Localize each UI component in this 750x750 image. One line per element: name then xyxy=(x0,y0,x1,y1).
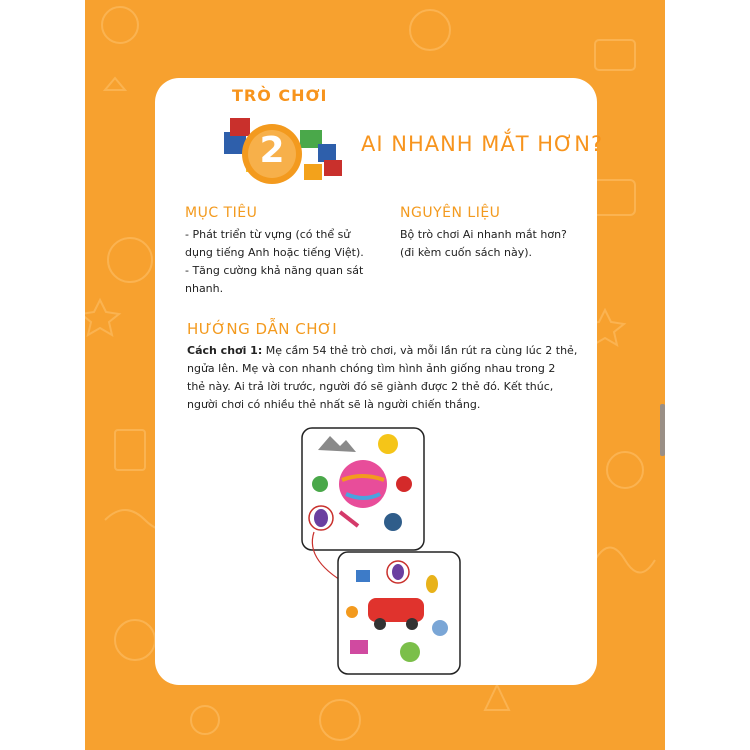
instructions-text xyxy=(187,342,577,414)
ball-icon xyxy=(339,460,387,508)
instructions-line: thẻ này. Ai trả lời trước, người đó sẽ giành được 2 thẻ đó. Kết thúc, xyxy=(187,380,554,393)
materials-text xyxy=(400,226,567,262)
vegetable-icon xyxy=(400,642,420,662)
strawberry-icon xyxy=(396,476,412,492)
badge-title: TRÒ CHƠI xyxy=(232,86,328,105)
elephant-icon xyxy=(432,620,448,636)
materials-line: (đi kèm cuốn sách này). xyxy=(400,246,532,259)
objective-text xyxy=(185,226,364,298)
objective-line: nhanh. xyxy=(185,282,224,295)
instructions-line: người chơi có nhiều thẻ nhất sẽ là người chiến thắng. xyxy=(187,398,481,411)
eggplant-icon-2 xyxy=(392,564,404,580)
materials-title: NGUYÊN LIỆU xyxy=(400,205,501,221)
objective-line: dụng tiếng Anh hoặc tiếng Việt). xyxy=(185,246,364,259)
lemon-icon xyxy=(346,606,358,618)
card-illustration xyxy=(290,420,470,680)
puzzle-badge-icon xyxy=(220,110,360,195)
car-icon xyxy=(368,598,424,622)
chest-icon xyxy=(350,640,368,654)
eggplant-icon xyxy=(314,509,328,527)
objective-line: - Phát triển từ vựng (có thể sử xyxy=(185,228,351,241)
instructions-line: ngửa lên. Mẹ và con nhanh chóng tìm hình ảnh giống nhau trong 2 xyxy=(187,362,556,375)
instructions-line: Mẹ cầm 54 thẻ trò chơi, và mỗi lần rút ra cùng lúc 2 thẻ, xyxy=(262,344,578,357)
objective-line: - Tăng cường khả năng quan sát xyxy=(185,264,364,277)
camera-icon xyxy=(356,570,370,582)
page-title: AI NHANH MẮT HƠN? xyxy=(361,132,604,156)
scrollbar-thumb[interactable] xyxy=(660,404,665,456)
broccoli-icon xyxy=(312,476,328,492)
instructions-title: HƯỚNG DẪN CHƠI xyxy=(187,320,338,338)
mango-icon xyxy=(426,575,438,593)
sun-icon xyxy=(378,434,398,454)
objective-title: MỤC TIÊU xyxy=(185,205,258,221)
method-label: Cách chơi 1: xyxy=(187,344,263,357)
penguin-icon xyxy=(384,513,402,531)
materials-line: Bộ trò chơi Ai nhanh mắt hơn? xyxy=(400,228,567,241)
badge-number: 2 xyxy=(259,130,285,171)
